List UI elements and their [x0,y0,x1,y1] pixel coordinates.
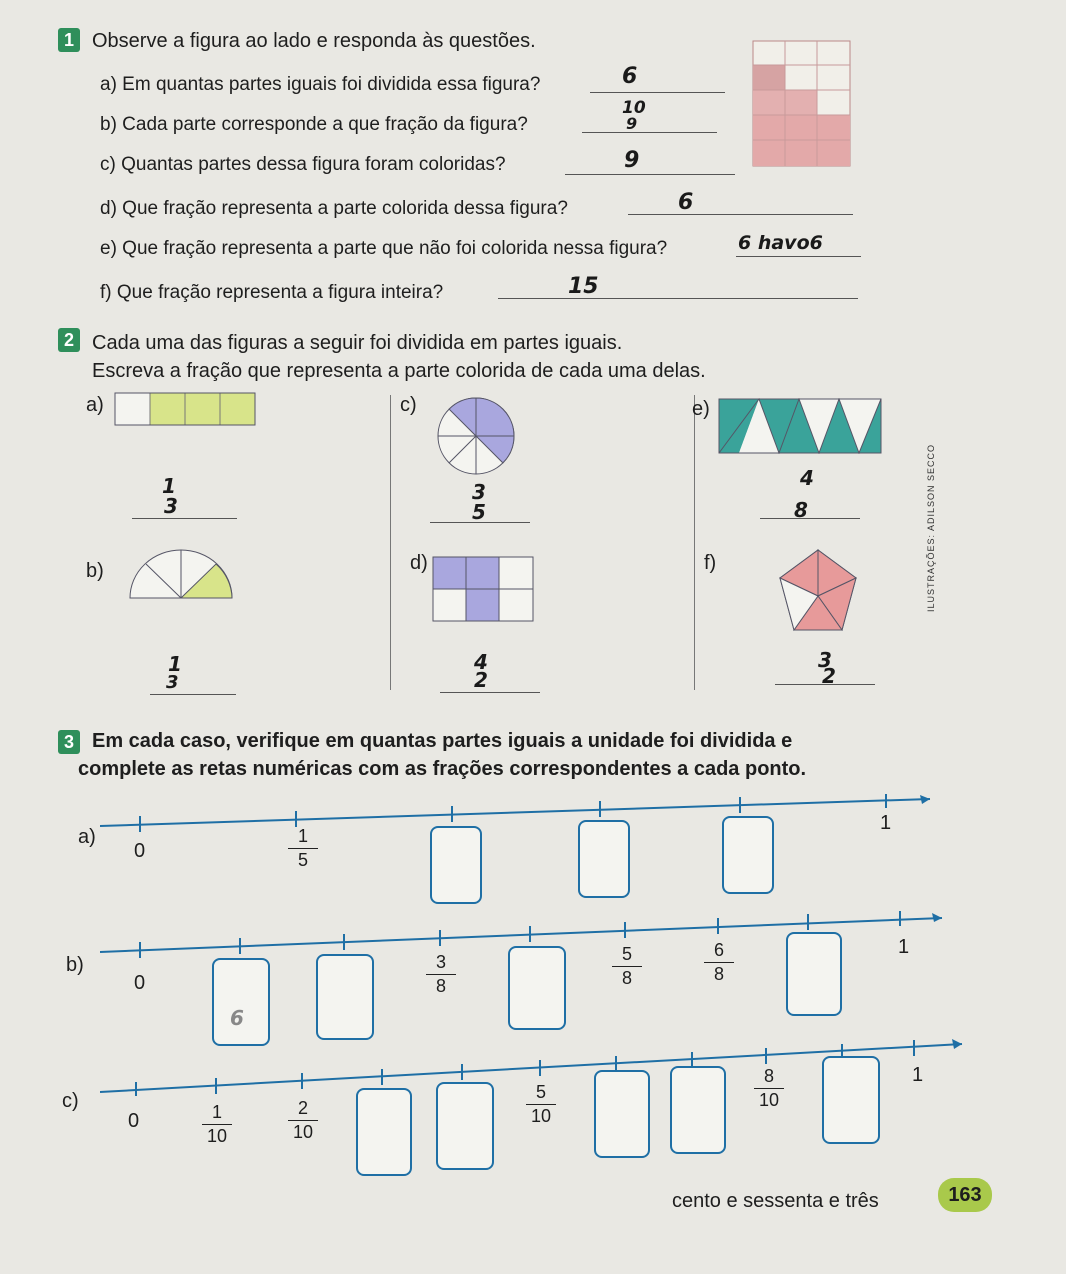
ex3-a-answer-box-2[interactable] [430,826,482,904]
ex1-answer-line-a [590,92,725,93]
ex2-line-a [132,518,237,519]
ex3-b-fraction-3-8 [426,952,456,997]
ex3-a-f1-den: 5 [297,850,308,870]
ex3-b-answer-box-4[interactable] [508,946,566,1030]
ex1-grid-figure [752,40,852,168]
ex3-c-fraction-1-10 [202,1102,232,1147]
ex2-answer-e-num: 4 [800,466,814,490]
ex1-answer-e: 6 havo6 [738,232,823,254]
ex2-line-d [440,692,540,693]
ex3-a-fraction-1-5 [288,826,318,871]
ex3-c-answer-box-4[interactable] [436,1082,494,1170]
ex3-b-fraction-6-8 [704,940,734,985]
page-number-text: cento e sessenta e três [672,1190,879,1212]
number-line-a [100,794,940,834]
ex1-item-e: e) Que fração representa a parte que não foi colorida nessa figura? [100,238,668,259]
ex2-figure-c-circle [436,396,516,476]
ex2-answer-c-den: 5 [472,500,486,524]
ex2-line-b [150,694,236,695]
ex2-answer-d-den: 2 [474,668,488,692]
ex1-answer-line-e [736,256,861,257]
ex1-item-b: b) Cada parte corresponde a que fração da figura? [100,114,528,135]
ex3-b-f5-num: 5 [612,944,642,967]
ex3-c-f8-num: 8 [754,1066,784,1089]
ex2-answer-f-den: 2 [822,664,836,688]
ex2-answer-d-num: 4 [474,650,488,674]
ex2-label-b: b) [86,560,104,582]
ex1-answer-line-d [628,214,853,215]
ex1-item-a: a) Em quantas partes iguais foi dividida essa figura? [100,74,541,95]
ex3-b-f6-den: 8 [713,964,724,984]
ex2-answer-b-num: 1 [168,652,182,676]
ex2-line-e [760,518,860,519]
ex3-c-fraction-5-10 [526,1082,556,1127]
ex3-b-f3-den: 8 [435,976,446,996]
ex1-item-f: f) Que fração representa a figura inteira? [100,282,444,303]
ex2-label-d: d) [410,552,428,574]
ex3-label-a: a) [78,826,96,848]
ex2-line-c [430,522,530,523]
ex2-answer-e-den: 8 [794,498,808,522]
ex3-c-f5-num: 5 [526,1082,556,1105]
ex1-answer-c: 9 [624,148,640,173]
ex3-b-zero: 0 [134,972,146,994]
divider-2 [694,395,695,690]
divider-1 [390,395,391,690]
ex2-answer-a-den: 3 [164,494,178,518]
ex3-b-one: 1 [898,936,910,958]
ex2-label-e: e) [692,398,710,420]
ex3-c-f5-den: 10 [530,1106,552,1126]
ex3-label-b: b) [66,954,84,976]
ex2-line-f [775,684,875,685]
ex3-a-zero: 0 [134,840,146,862]
ex1-answer-line-c [565,174,735,175]
exercise2-line2: Escreva a fração que representa a parte colorida de cada uma delas. [92,360,706,382]
ex2-figure-f-pentagon [778,548,858,632]
ex2-answer-b-den: 3 [166,672,179,693]
ex3-b-answer-box-1[interactable] [212,958,270,1046]
ex3-a-one: 1 [880,812,892,834]
ex2-label-f: f) [704,552,717,574]
ex2-figure-a-bar [114,392,256,426]
ex2-label-c: c) [400,394,417,416]
exercise-number-3: 3 [58,730,80,754]
exercise2-line1: Cada uma das figuras a seguir foi dividida em partes iguais. [92,332,623,354]
ex1-answer-line-b [582,132,717,133]
exercise3-line2: complete as retas numéricas com as frações correspondentes a cada ponto. [78,758,807,780]
ex3-c-answer-box-7[interactable] [670,1066,726,1154]
ex1-item-c: c) Quantas partes dessa figura foram coloridas? [100,154,506,175]
ex3-c-zero: 0 [128,1110,140,1132]
ex3-label-c: c) [62,1090,79,1112]
ex3-b-f3-num: 3 [426,952,456,975]
ex1-answer-a: 6 [622,64,638,89]
ex1-answer-f: 15 [568,274,599,299]
ex3-c-f1-num: 1 [202,1102,232,1125]
exercise-number-1: 1 [58,28,80,52]
ex2-label-a: a) [86,394,104,416]
ex2-figure-e-triangles [718,398,882,454]
ex1-answer-d: 6 [678,190,694,215]
ex3-c-fraction-8-10 [754,1066,784,1111]
ex3-c-f2-num: 2 [288,1098,318,1121]
exercise3-line1: Em cada caso, verifique em quantas partes iguais a unidade foi dividida e [92,730,793,752]
ex2-answer-a-num: 1 [162,474,176,498]
ex3-c-fraction-2-10 [288,1098,318,1143]
ex3-b-f5-den: 8 [621,968,632,988]
ex3-c-answer-box-3[interactable] [356,1088,412,1176]
ex1-item-d: d) Que fração representa a parte colorida dessa figura? [100,198,568,219]
ex3-c-answer-box-9[interactable] [822,1056,880,1144]
ex3-c-one: 1 [912,1064,924,1086]
ex3-b-answer-box-2[interactable] [316,954,374,1040]
page-number-badge: 163 [938,1178,992,1212]
ex3-a-answer-box-3[interactable] [578,820,630,898]
ex3-b-fraction-5-8 [612,944,642,989]
ex1-answer-line-f [498,298,858,299]
ex1-answer-b-den: 9 [626,114,638,133]
ex3-a-f1-num: 1 [288,826,318,849]
ex3-b-f6-num: 6 [704,940,734,963]
exercise1-title: Observe a figura ao lado e responda às questões. [92,30,536,52]
ex3-b-handwritten-den: 6 [230,1006,244,1030]
ex3-a-answer-box-4[interactable] [722,816,774,894]
ex2-answer-f-num: 3 [818,648,832,672]
ex2-figure-b-semicircle [128,548,234,600]
illustration-credit: ILUSTRAÇÕES: ADILSON SECCO [926,443,936,612]
ex2-answer-c-num: 3 [472,480,486,504]
exercise-number-2: 2 [58,328,80,352]
ex2-figure-d-grid [432,556,534,622]
ex3-c-f8-den: 10 [758,1090,780,1110]
ex3-c-answer-box-6[interactable] [594,1070,650,1158]
ex3-c-f1-den: 10 [206,1126,228,1146]
ex3-c-f2-den: 10 [292,1122,314,1142]
ex1-answer-b-num: 10 [622,98,646,118]
ex3-b-answer-box-7[interactable] [786,932,842,1016]
